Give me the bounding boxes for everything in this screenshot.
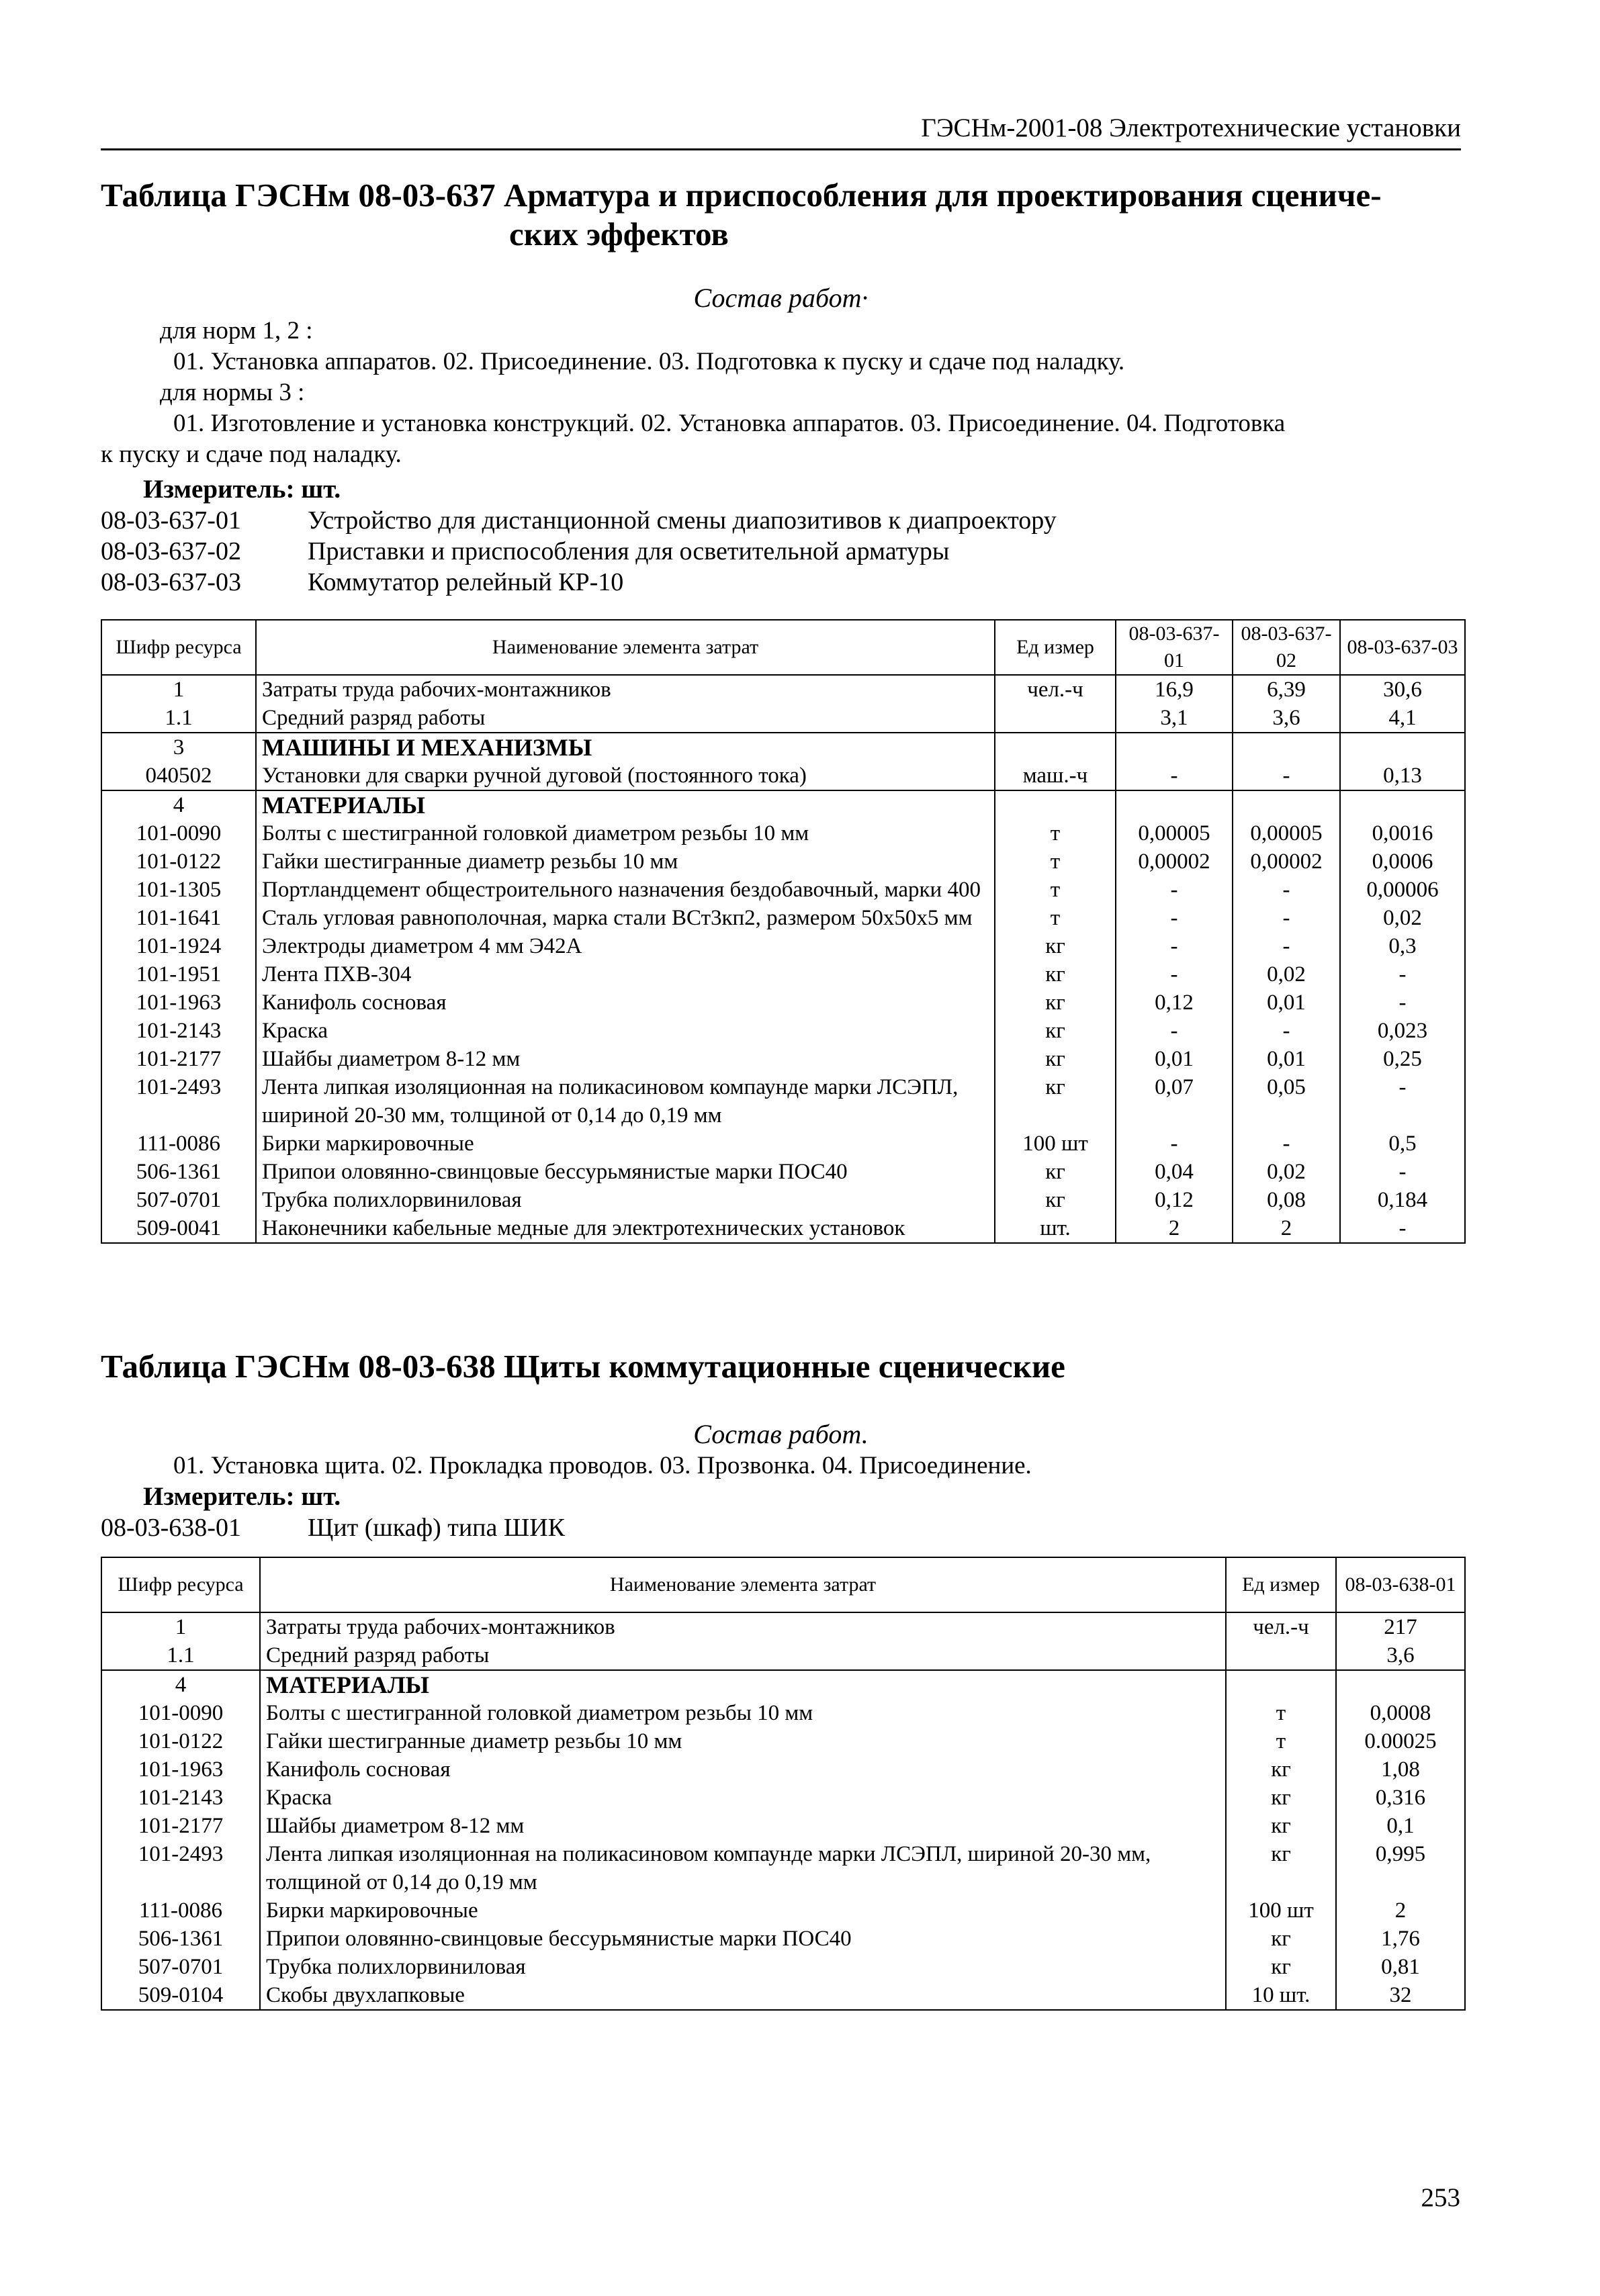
table1-body [101,675,1465,1243]
table-row [101,1612,1465,1641]
norm-name: Приставки и приспособления для осветительной арматуры [308,537,950,565]
resource-code: 1.1 [101,704,256,733]
resource-code: 507-0701 [101,1186,256,1214]
table1-header-row [101,620,1465,675]
norm-value: 0,01 [1116,1045,1233,1073]
resource-name: Припои оловянно-свинцовые бессурьмянистые марки ПОС40 [256,1158,995,1186]
norm-value: 32 [1336,1981,1465,2010]
col-header-norm: 08-03-637-03 [1340,620,1465,675]
norm-value: 0,995 [1336,1840,1465,1896]
norm-value: 3,1 [1116,704,1233,733]
table1-title [101,176,1458,254]
norm-value: 0,01 [1233,989,1340,1017]
norm-code: 08-03-637-01 [101,506,241,535]
resource-unit: кг [995,1017,1116,1045]
norm-value: 0,00002 [1116,847,1233,876]
norm-value: 30,6 [1340,675,1465,704]
resource-name: Портландцемент общестроительного назначения бездобавочный, марки 400 [256,876,995,904]
norm-value: 0,01 [1233,1045,1340,1073]
norm-value: 0,00005 [1233,819,1340,847]
norm-value: 0,07 [1116,1073,1233,1130]
table-row [101,1896,1465,1925]
table-section-row [101,790,1465,819]
resource-name: Затраты труда рабочих-монтажников [256,675,995,704]
norm-value: 1,08 [1336,1755,1465,1784]
resource-code: 101-2143 [101,1017,256,1045]
table1-title-line1: Таблица ГЭСНм 08-03-637 Арматура и приспособления для проектирования сцениче- [101,177,1382,214]
resource-code: 509-0041 [101,1214,256,1243]
resource-unit: кг [995,1186,1116,1214]
table-section-row [101,1670,1465,1699]
resource-name: МАТЕРИАЛЫ [256,790,995,819]
table-row [101,1186,1465,1214]
norm-value: 3,6 [1336,1641,1465,1670]
table2-norm-list [101,1512,565,1543]
table-row [101,1158,1465,1186]
table-row [101,1981,1465,2010]
norm-value: - [1340,960,1465,989]
resource-code: 111-0086 [101,1130,256,1158]
col-header-norm: 08-03-637-02 [1233,620,1340,675]
norm-value: - [1233,1017,1340,1045]
resource-code: 1 [101,675,256,704]
resource-code: 3 [101,733,256,762]
norm-value: 0,00006 [1340,876,1465,904]
resource-name: Канифоль сосновая [256,989,995,1017]
col-header-name: Наименование элемента затрат [256,620,995,675]
resource-unit [1226,1641,1336,1670]
resource-unit: кг [1226,1953,1336,1981]
resource-unit: кг [995,1073,1116,1130]
resource-unit: т [1226,1727,1336,1755]
composition-line: к пуску и сдаче под наладку. [101,441,402,468]
resource-code: 101-2177 [101,1045,256,1073]
resource-name: Гайки шестигранные диаметр резьбы 10 мм [256,847,995,876]
col-header-code: Шифр ресурса [101,1557,260,1612]
norm-value [1340,733,1465,762]
norm-value: 0,12 [1116,989,1233,1017]
composition-line: для нормы 3 : [160,379,305,406]
resource-code: 111-0086 [101,1896,260,1925]
table1-composition-title: Состав работ· [693,283,869,313]
resource-name: Скобы двухлапковые [260,1981,1226,2010]
resource-name: Установки для сварки ручной дуговой (постоянного тока) [256,762,995,790]
table-row [101,847,1465,876]
norm-value: 0,0016 [1340,819,1465,847]
col-header-unit: Ед измер [1226,1557,1336,1612]
table-row [101,1073,1465,1130]
resource-name: Шайбы диаметром 8-12 мм [256,1045,995,1073]
col-header-norm: 08-03-638-01 [1336,1557,1465,1612]
resource-unit [995,704,1116,733]
norm-value: - [1116,960,1233,989]
norm-value: - [1340,1158,1465,1186]
resource-unit: маш.-ч [995,762,1116,790]
resource-code: 506-1361 [101,1925,260,1953]
resource-code: 101-1951 [101,960,256,989]
norm-value: 0,0008 [1336,1699,1465,1727]
norm-value: 217 [1336,1612,1465,1641]
table-row [101,819,1465,847]
norm-value: 0,3 [1340,932,1465,960]
norm-value: 0,5 [1340,1130,1465,1158]
table-row [101,675,1465,704]
resource-code: 101-0090 [101,1699,260,1727]
col-header-norm: 08-03-637-01 [1116,620,1233,675]
norm-value [1116,790,1233,819]
norm-code: 08-03-637-02 [101,537,241,565]
norm-code: 08-03-637-03 [101,568,241,596]
resource-name: Болты с шестигранной головкой диаметром резьбы 10 мм [260,1699,1226,1727]
resource-unit: т [995,847,1116,876]
norm-value: - [1340,1073,1465,1130]
norm-name: Коммутатор релейный КР-10 [308,568,624,596]
col-header-code: Шифр ресурса [101,620,256,675]
norm-item [101,536,1057,567]
norm-value: 2 [1116,1214,1233,1243]
resource-unit: 10 шт. [1226,1981,1336,2010]
norm-value [1116,733,1233,762]
resource-code: 101-0122 [101,1727,260,1755]
resource-unit: чел.-ч [1226,1612,1336,1641]
resource-unit: кг [1226,1784,1336,1812]
table-row [101,904,1465,932]
table-row [101,1812,1465,1840]
norm-value: - [1340,989,1465,1017]
resource-name: Средний разряд работы [256,704,995,733]
norm-value [1336,1670,1465,1699]
norm-value: 0,05 [1233,1073,1340,1130]
resource-name: Канифоль сосновая [260,1755,1226,1784]
resource-unit [995,790,1116,819]
table2-title: Таблица ГЭСНм 08-03-638 Щиты коммутационные сценические [101,1348,1065,1385]
norm-value: 0,023 [1340,1017,1465,1045]
norm-value: - [1233,932,1340,960]
norm-name: Щит (шкаф) типа ШИК [308,1514,565,1542]
table2-header-row [101,1557,1465,1612]
norm-value: 0,02 [1233,1158,1340,1186]
table-section-row [101,733,1465,762]
norm-value: - [1233,876,1340,904]
resource-name: Затраты труда рабочих-монтажников [260,1612,1226,1641]
table1-title-line2: ских эффектов [509,216,729,252]
resource-unit: т [995,904,1116,932]
norm-value: 2 [1336,1896,1465,1925]
resource-code: 101-2143 [101,1784,260,1812]
resource-name: Электроды диаметром 4 мм Э42А [256,932,995,960]
norm-value [1340,790,1465,819]
norm-value: - [1116,932,1233,960]
norm-value: 0,04 [1116,1158,1233,1186]
resource-unit: кг [995,989,1116,1017]
resource-name: Трубка полихлорвиниловая [260,1953,1226,1981]
norm-value [1233,733,1340,762]
table2-resources [101,1557,1466,2011]
table1-norm-list [101,505,1057,598]
resource-unit: т [1226,1699,1336,1727]
table1-composition [101,316,1464,470]
resource-code: 4 [101,1670,260,1699]
table-row [101,1699,1465,1727]
norm-value: 0,13 [1340,762,1465,790]
resource-name: Лента липкая изоляционная на поликасиновом компаунде марки ЛСЭПЛ, шириной 20-30 мм, толщиной от 0,14 до 0,19 мм [260,1840,1226,1896]
norm-value [1233,790,1340,819]
norm-value: 1,76 [1336,1925,1465,1953]
col-header-unit: Ед измер [995,620,1116,675]
table-row [101,1045,1465,1073]
resource-unit [995,733,1116,762]
norm-value: 6,39 [1233,675,1340,704]
norm-value: 2 [1233,1214,1340,1243]
norm-value: - [1233,1130,1340,1158]
resource-code: 4 [101,790,256,819]
norm-item [101,505,1057,536]
norm-value: - [1116,904,1233,932]
resource-name: МАШИНЫ И МЕХАНИЗМЫ [256,733,995,762]
resource-code: 101-2493 [101,1073,256,1130]
norm-value: 0,08 [1233,1186,1340,1214]
resource-name: Краска [260,1784,1226,1812]
resource-unit: 100 шт [995,1130,1116,1158]
table-row [101,1953,1465,1981]
norm-value: - [1233,904,1340,932]
resource-unit: кг [995,1045,1116,1073]
resource-code: 101-0090 [101,819,256,847]
resource-unit: 100 шт [1226,1896,1336,1925]
table-row [101,989,1465,1017]
composition-line: 01. Изготовление и установка конструкций. 02. Установка аппаратов. 03. Присоединение. 04. Подготовка [173,410,1286,437]
resource-unit: чел.-ч [995,675,1116,704]
table-row [101,960,1465,989]
resource-name: Средний разряд работы [260,1641,1226,1670]
resource-name: Припои оловянно-свинцовые бессурьмянистые марки ПОС40 [260,1925,1226,1953]
table-row [101,1840,1465,1896]
norm-value: - [1116,1130,1233,1158]
table-row [101,704,1465,733]
resource-unit: кг [1226,1925,1336,1953]
resource-name: Лента липкая изоляционная на поликасиновом компаунде марки ЛСЭПЛ, шириной 20-30 мм, толщиной от 0,14 до 0,19 мм [256,1073,995,1130]
norm-value: 0,1 [1336,1812,1465,1840]
table1-measure: Измеритель: шт. [143,475,341,504]
resource-unit: кг [995,1158,1116,1186]
norm-value: 0,00002 [1233,847,1340,876]
table-row [101,1925,1465,1953]
resource-name: Бирки маркировочные [260,1896,1226,1925]
norm-value: 0.00025 [1336,1727,1465,1755]
composition-line: 01. Установка щита. 02. Прокладка проводов. 03. Прозвонка. 04. Присоединение. [173,1452,1032,1479]
table-row [101,762,1465,790]
table-row [101,1727,1465,1755]
resource-code: 101-2493 [101,1840,260,1896]
resource-code: 1 [101,1612,260,1641]
norm-item [101,567,1057,598]
norm-value: - [1116,762,1233,790]
table2-composition [101,1451,1464,1481]
resource-code: 101-0122 [101,847,256,876]
norm-value: 0,25 [1340,1045,1465,1073]
resource-unit: шт. [995,1214,1116,1243]
resource-code: 101-1305 [101,876,256,904]
norm-value: 16,9 [1116,675,1233,704]
resource-code: 101-1924 [101,932,256,960]
resource-unit: кг [1226,1812,1336,1840]
page-number: 253 [1421,2183,1460,2212]
table-row [101,876,1465,904]
resource-name: МАТЕРИАЛЫ [260,1670,1226,1699]
col-header-name: Наименование элемента затрат [260,1557,1226,1612]
resource-name: Болты с шестигранной головкой диаметром резьбы 10 мм [256,819,995,847]
table-row [101,1214,1465,1243]
resource-code: 101-2177 [101,1812,260,1840]
resource-name: Лента ПХВ-304 [256,960,995,989]
table-row [101,1784,1465,1812]
norm-value: 0,184 [1340,1186,1465,1214]
resource-unit: кг [1226,1755,1336,1784]
resource-name: Наконечники кабельные медные для электротехнических установок [256,1214,995,1243]
table-row [101,1130,1465,1158]
norm-name: Устройство для дистанционной смены диапозитивов к диапроектору [308,506,1057,535]
resource-unit: т [995,819,1116,847]
resource-code: 506-1361 [101,1158,256,1186]
norm-value: - [1233,762,1340,790]
resource-unit: кг [1226,1840,1336,1896]
norm-value: - [1340,1214,1465,1243]
resource-name: Шайбы диаметром 8-12 мм [260,1812,1226,1840]
norm-value: 0,12 [1116,1186,1233,1214]
table2-measure: Измеритель: шт. [143,1482,341,1511]
table-row [101,1641,1465,1670]
resource-code: 1.1 [101,1641,260,1670]
resource-code: 101-1963 [101,989,256,1017]
norm-value: 0,02 [1233,960,1340,989]
norm-value: 0,0006 [1340,847,1465,876]
resource-name: Краска [256,1017,995,1045]
resource-name: Сталь угловая равнополочная, марка стали ВСт3кп2, размером 50х50х5 мм [256,904,995,932]
norm-value: 3,6 [1233,704,1340,733]
table2-composition-title: Состав работ. [693,1419,869,1449]
norm-value: - [1116,1017,1233,1045]
composition-line: для норм 1, 2 : [160,317,313,345]
resource-unit: кг [995,932,1116,960]
resource-name: Трубка полихлорвиниловая [256,1186,995,1214]
norm-value: - [1116,876,1233,904]
running-header: ГЭСНм-2001-08 Электротехнические установки [101,113,1461,150]
composition-line: 01. Установка аппаратов. 02. Присоединение. 03. Подготовка к пуску и сдаче под наладку. [173,348,1125,375]
norm-value: 0,00005 [1116,819,1233,847]
resource-code: 507-0701 [101,1953,260,1981]
table-row [101,932,1465,960]
resource-code: 509-0104 [101,1981,260,2010]
norm-item [101,1512,565,1543]
norm-value: 4,1 [1340,704,1465,733]
norm-value: 0,02 [1340,904,1465,932]
resource-unit: т [995,876,1116,904]
resource-code: 040502 [101,762,256,790]
norm-value: 0,316 [1336,1784,1465,1812]
resource-name: Бирки маркировочные [256,1130,995,1158]
norm-code: 08-03-638-01 [101,1514,241,1542]
table1-resources [101,619,1466,1244]
resource-code: 101-1641 [101,904,256,932]
resource-unit: кг [995,960,1116,989]
table2-body [101,1612,1465,2010]
resource-code: 101-1963 [101,1755,260,1784]
resource-name: Гайки шестигранные диаметр резьбы 10 мм [260,1727,1226,1755]
table-row [101,1017,1465,1045]
table-row [101,1755,1465,1784]
resource-unit [1226,1670,1336,1699]
norm-value: 0,81 [1336,1953,1465,1981]
